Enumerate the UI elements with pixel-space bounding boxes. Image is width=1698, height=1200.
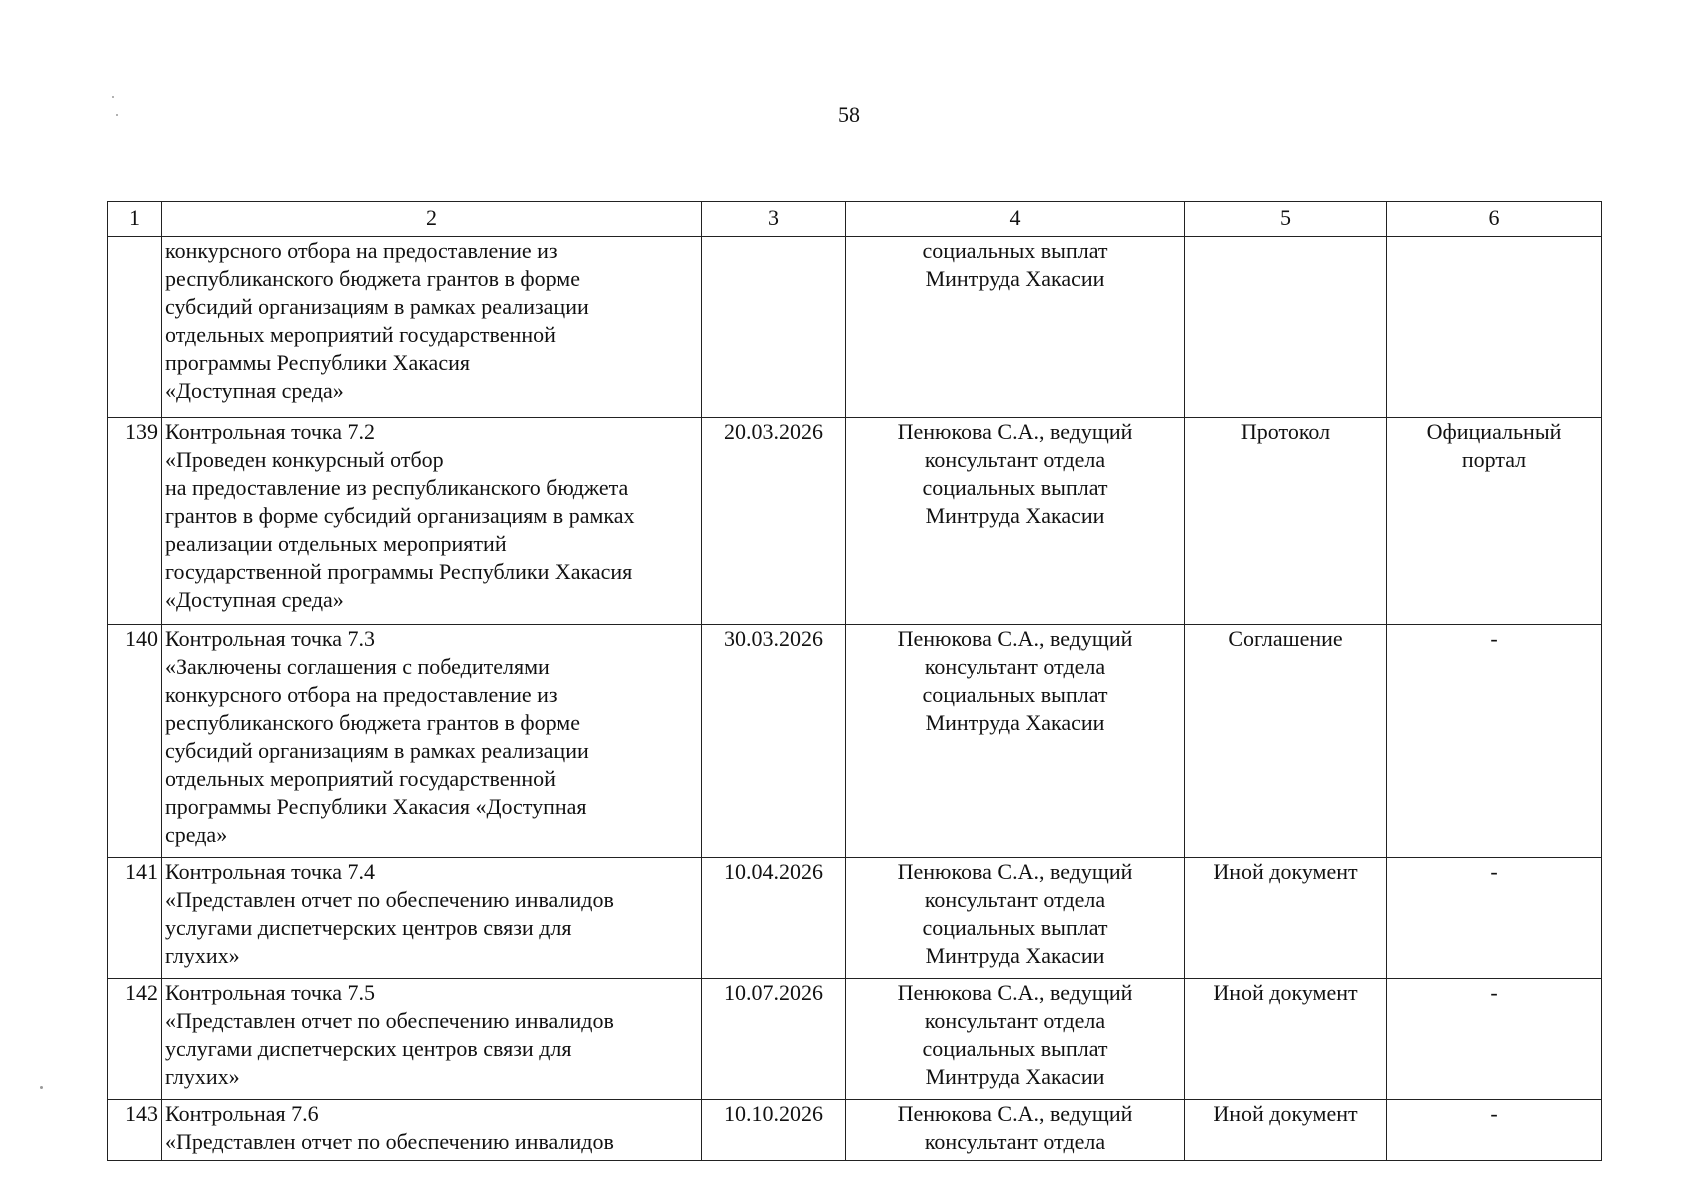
responsible-person — [846, 237, 1185, 418]
table-row — [108, 858, 1602, 979]
column-header: 1 — [108, 202, 162, 237]
responsible-person — [846, 979, 1185, 1100]
control-point-name — [162, 1100, 702, 1161]
information-system — [1387, 625, 1602, 858]
information-system — [1387, 1100, 1602, 1161]
responsible-person — [846, 418, 1185, 625]
control-points-table — [107, 201, 1602, 1161]
responsible-line: социальных выплат — [922, 682, 1108, 707]
name-line: «Представлен отчет по обеспечению инвалидов — [165, 887, 614, 912]
responsible-line: Минтруда Хакасии — [925, 503, 1105, 528]
row-number: 143 — [108, 1100, 162, 1161]
document-type: Соглашение — [1185, 625, 1387, 858]
name-line: Контрольная точка 7.2 — [165, 419, 376, 444]
responsible-line: консультант отдела — [924, 447, 1106, 472]
scan-speck — [40, 1086, 43, 1089]
system-line: - — [1490, 626, 1498, 651]
control-point-name — [162, 418, 702, 625]
name-line: государственной программы Республики Хакасия — [165, 559, 633, 584]
responsible-line: Пенюкова С.А., ведущий — [897, 1101, 1133, 1126]
name-line: услугами диспетчерских центров связи для — [165, 1036, 572, 1061]
responsible-line: Пенюкова С.А., ведущий — [897, 419, 1133, 444]
document-type: Иной документ — [1185, 979, 1387, 1100]
information-system — [1387, 858, 1602, 979]
name-line: конкурсного отбора на предоставление из — [165, 682, 558, 707]
name-line: «Проведен конкурсный отбор — [165, 447, 444, 472]
information-system — [1387, 418, 1602, 625]
responsible-person — [846, 858, 1185, 979]
responsible-person — [846, 625, 1185, 858]
due-date: 20.03.2026 — [702, 418, 846, 625]
information-system — [1387, 237, 1602, 418]
responsible-line: социальных выплат — [922, 915, 1108, 940]
name-line: Контрольная точка 7.3 — [165, 626, 376, 651]
information-system — [1387, 979, 1602, 1100]
name-line: конкурсного отбора на предоставление из — [165, 238, 558, 263]
control-point-name — [162, 625, 702, 858]
name-line: Контрольная точка 7.4 — [165, 859, 376, 884]
row-number — [108, 237, 162, 418]
table-header — [108, 202, 1602, 237]
row-number: 141 — [108, 858, 162, 979]
name-line: глухих» — [165, 1064, 240, 1089]
name-line: Контрольная точка 7.5 — [165, 980, 376, 1005]
table-row — [108, 625, 1602, 858]
name-line: реализации отдельных мероприятий — [165, 531, 507, 556]
system-line: - — [1490, 859, 1498, 884]
control-point-name — [162, 979, 702, 1100]
name-line: программы Республики Хакасия «Доступная — [165, 794, 587, 819]
document-type: Протокол — [1185, 418, 1387, 625]
due-date: 10.04.2026 — [702, 858, 846, 979]
name-line: республиканского бюджета грантов в форме — [165, 710, 580, 735]
column-header: 2 — [162, 202, 702, 237]
name-line: «Доступная среда» — [165, 587, 344, 612]
column-header: 3 — [702, 202, 846, 237]
scan-speck — [116, 114, 118, 116]
responsible-line: консультант отдела — [924, 654, 1106, 679]
row-number: 140 — [108, 625, 162, 858]
row-number: 139 — [108, 418, 162, 625]
responsible-line: Пенюкова С.А., ведущий — [897, 980, 1133, 1005]
table-body — [108, 237, 1602, 1161]
table-row — [108, 1100, 1602, 1161]
due-date: 10.10.2026 — [702, 1100, 846, 1161]
responsible-line: консультант отдела — [924, 887, 1106, 912]
column-header: 5 — [1185, 202, 1387, 237]
control-point-name — [162, 858, 702, 979]
table-row — [108, 979, 1602, 1100]
responsible-line: Пенюкова С.А., ведущий — [897, 859, 1133, 884]
system-line: портал — [1461, 447, 1527, 472]
system-line: Официальный — [1426, 419, 1562, 444]
document-type — [1185, 237, 1387, 418]
responsible-line: социальных выплат — [922, 475, 1108, 500]
table-row — [108, 418, 1602, 625]
name-line: отдельных мероприятий государственной — [165, 766, 556, 791]
name-line: глухих» — [165, 943, 240, 968]
responsible-line: консультант отдела — [924, 1008, 1106, 1033]
row-number: 142 — [108, 979, 162, 1100]
system-line: - — [1490, 1101, 1498, 1126]
name-line: отдельных мероприятий государственной — [165, 322, 556, 347]
system-line: - — [1490, 980, 1498, 1005]
responsible-person — [846, 1100, 1185, 1161]
page-number: 58 — [838, 102, 860, 127]
control-point-name — [162, 237, 702, 418]
name-line: на предоставление из республиканского бюджета — [165, 475, 629, 500]
responsible-line: Минтруда Хакасии — [925, 266, 1105, 291]
name-line: услугами диспетчерских центров связи для — [165, 915, 572, 940]
name-line: «Представлен отчет по обеспечению инвалидов — [165, 1008, 614, 1033]
name-line: среда» — [165, 822, 228, 847]
column-header: 6 — [1387, 202, 1602, 237]
table-row — [108, 237, 1602, 418]
name-line: «Доступная среда» — [165, 378, 344, 403]
due-date: 30.03.2026 — [702, 625, 846, 858]
name-line: субсидий организациям в рамках реализации — [165, 294, 589, 319]
due-date — [702, 237, 846, 418]
responsible-line: социальных выплат — [922, 238, 1108, 263]
name-line: субсидий организациям в рамках реализации — [165, 738, 589, 763]
due-date: 10.07.2026 — [702, 979, 846, 1100]
name-line: «Заключены соглашения с победителями — [165, 654, 550, 679]
document-type: Иной документ — [1185, 858, 1387, 979]
responsible-line: консультант отдела — [924, 1129, 1106, 1154]
name-line: республиканского бюджета грантов в форме — [165, 266, 580, 291]
name-line: грантов в форме субсидий организациям в рамках — [165, 503, 635, 528]
name-line: Контрольная 7.6 — [165, 1101, 319, 1126]
responsible-line: Пенюкова С.А., ведущий — [897, 626, 1133, 651]
scan-speck — [112, 96, 114, 98]
name-line: программы Республики Хакасия — [165, 350, 470, 375]
responsible-line: Минтруда Хакасии — [925, 1064, 1105, 1089]
responsible-line: Минтруда Хакасии — [925, 710, 1105, 735]
document-type: Иной документ — [1185, 1100, 1387, 1161]
responsible-line: Минтруда Хакасии — [925, 943, 1105, 968]
name-line: «Представлен отчет по обеспечению инвалидов — [165, 1129, 614, 1154]
responsible-line: социальных выплат — [922, 1036, 1108, 1061]
column-header: 4 — [846, 202, 1185, 237]
